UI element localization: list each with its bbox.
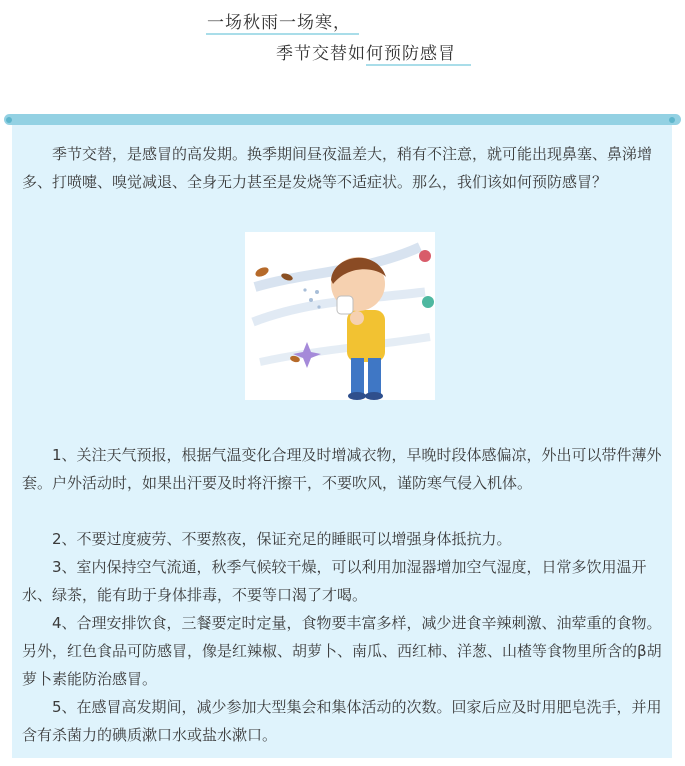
tip-item-5: 5、在感冒高发期间，减少参加大型集会和集体活动的次数。回家后应及时用肥皂洗手，并用含有杀菌力的碘质漱口水或盐水漱口。 [22,698,662,744]
tip-item-3: 3、室内保持空气流通，秋季气候较干燥，可以利用加湿器增加空气湿度，日常多饮用温开水、绿茶，能有助于身体排毒，不要等口渴了才喝。 [22,558,647,604]
tip-item-1: 1、关注天气预报，根据气温变化合理及时增减衣物，早晚时段体感偏凉，外出可以带件薄外套。户外活动时，如果出汗要及时将汗擦干，不要吹风，谨防寒气侵入机体。 [22,446,662,492]
bar-end-dot-right [669,117,675,123]
bar-end-dot-left [6,117,12,123]
tip-item-2: 2、不要过度疲劳、不要熬夜，保证充足的睡眠可以增强身体抵抗力。 [52,530,512,548]
title-underline-1 [206,33,359,35]
sneezing-boy-illustration [245,232,435,400]
title-line-2: 季节交替如何预防感冒 [276,44,456,64]
intro-paragraph: 季节交替，是感冒的高发期。换季期间昼夜温差大，稍有不注意，就可能出现鼻塞、鼻涕增多、打喷嚏、嗅觉减退、全身无力甚至是发烧等不适症状。那么，我们该如何预防感冒？ [22,145,653,191]
decorative-top-bar [4,114,681,125]
tip-item-4: 4、合理安排饮食，三餐要定时定量，食物要丰富多样，减少进食辛辣刺激、油荤重的食物。另外，红色食品可防感冒，像是红辣椒、胡萝卜、南瓜、西红柿、洋葱、山楂等食物里所含的β胡萝卜素能防治感冒。 [22,614,662,688]
title-underline-2 [366,64,471,66]
title-line-1: 一场秋雨一场寒， [207,13,351,33]
